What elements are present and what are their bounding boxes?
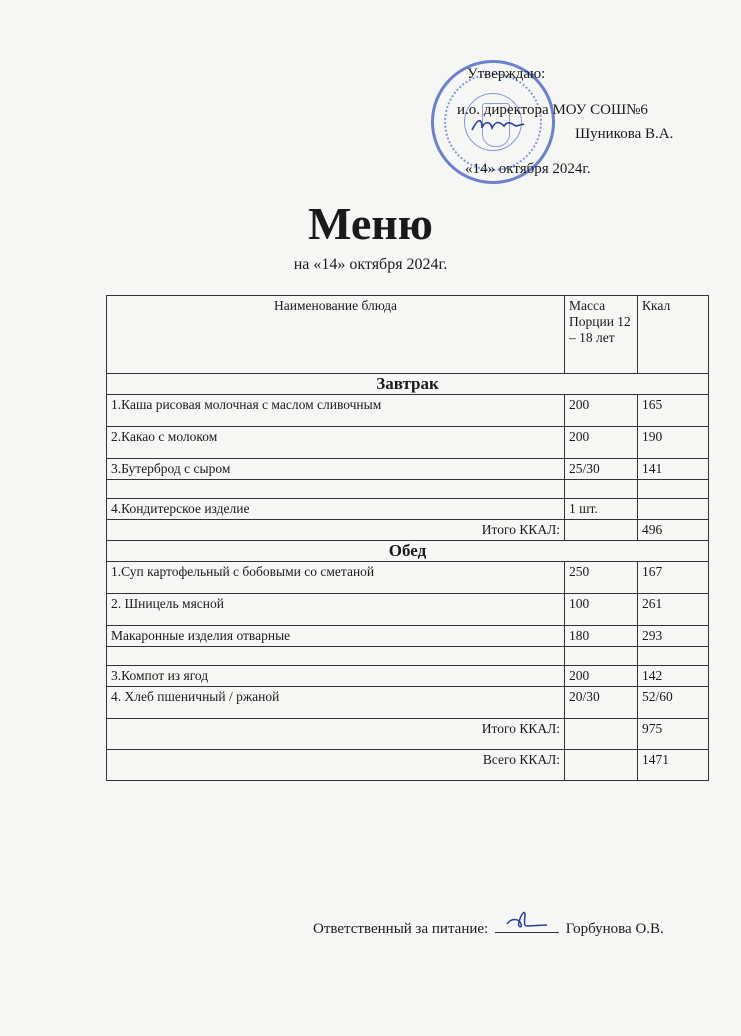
grand-total-value: 1471	[638, 750, 709, 781]
dish-name: 1.Суп картофельный с бобовыми со сметаной	[107, 562, 565, 594]
table-row	[107, 459, 709, 480]
subtotal-mass	[565, 719, 638, 750]
approval-name: Шуникова В.А.	[575, 126, 674, 142]
table-row	[107, 666, 709, 687]
dish-mass: 180	[565, 626, 638, 647]
dish-kcal: 165	[638, 395, 709, 427]
section-title: Завтрак	[107, 374, 709, 395]
dish-mass: 200	[565, 427, 638, 459]
dish-name: 2.Какао с молоком	[107, 427, 565, 459]
dish-mass: 200	[565, 666, 638, 687]
dish-name: 3.Компот из ягод	[107, 666, 565, 687]
dish-kcal	[638, 647, 709, 666]
signature-line	[495, 918, 559, 933]
table-row-empty	[107, 480, 709, 499]
dish-kcal: 261	[638, 594, 709, 626]
dish-kcal: 167	[638, 562, 709, 594]
table-row	[107, 594, 709, 626]
responsible-footer	[313, 918, 664, 938]
grand-total-mass	[565, 750, 638, 781]
table-row	[107, 562, 709, 594]
table-header-row	[107, 296, 709, 374]
responsible-label: Ответственный за питание:	[313, 921, 489, 937]
approval-date: «14» октября 2024г.	[465, 161, 591, 177]
subtotal-row-lunch	[107, 719, 709, 750]
dish-kcal: 293	[638, 626, 709, 647]
dish-name: 1.Каша рисовая молочная с маслом сливочным	[107, 395, 565, 427]
page-subtitle: на «14» октября 2024г.	[293, 256, 448, 273]
header-mass: Масса Порции 12 – 18 лет	[565, 296, 638, 374]
table-row	[107, 687, 709, 719]
dish-kcal: 142	[638, 666, 709, 687]
table-row-empty	[107, 647, 709, 666]
menu-table	[106, 295, 709, 781]
dish-kcal	[638, 480, 709, 499]
dish-name: 2. Шницель мясной	[107, 594, 565, 626]
dish-mass: 100	[565, 594, 638, 626]
dish-kcal	[638, 499, 709, 520]
dish-mass: 20/30	[565, 687, 638, 719]
subtotal-mass	[565, 520, 638, 541]
section-title: Обед	[107, 541, 709, 562]
dish-mass: 25/30	[565, 459, 638, 480]
table-row	[107, 499, 709, 520]
subtotal-value: 496	[638, 520, 709, 541]
dish-kcal: 190	[638, 427, 709, 459]
dish-kcal: 141	[638, 459, 709, 480]
section-row-breakfast	[107, 374, 709, 395]
subtotal-row-breakfast	[107, 520, 709, 541]
section-row-lunch	[107, 541, 709, 562]
dish-name: 4.Кондитерское изделие	[107, 499, 565, 520]
dish-mass	[565, 480, 638, 499]
approval-position: и.о. директора МОУ СОШ№6	[457, 102, 648, 118]
responsible-name: Горбунова О.В.	[565, 921, 664, 937]
subtotal-value: 975	[638, 719, 709, 750]
responsible-signature	[503, 908, 551, 930]
dish-kcal: 52/60	[638, 687, 709, 719]
dish-name	[107, 647, 565, 666]
dish-name: 4. Хлеб пшеничный / ржаной	[107, 687, 565, 719]
approval-label: Утверждаю:	[467, 66, 546, 82]
dish-name	[107, 480, 565, 499]
page-title: Меню	[308, 198, 433, 249]
header-dish-name: Наименование блюда	[107, 296, 565, 374]
grand-total-label: Всего ККАЛ:	[107, 750, 565, 781]
table-row	[107, 427, 709, 459]
dish-name: Макаронные изделия отварные	[107, 626, 565, 647]
dish-mass: 250	[565, 562, 638, 594]
dish-mass	[565, 647, 638, 666]
subtotal-label: Итого ККАЛ:	[107, 719, 565, 750]
table-row	[107, 395, 709, 427]
dish-mass: 200	[565, 395, 638, 427]
dish-name: 3.Бутерброд с сыром	[107, 459, 565, 480]
dish-mass: 1 шт.	[565, 499, 638, 520]
table-row	[107, 626, 709, 647]
subtotal-label: Итого ККАЛ:	[107, 520, 565, 541]
header-kcal: Ккал	[638, 296, 709, 374]
grand-total-row	[107, 750, 709, 781]
